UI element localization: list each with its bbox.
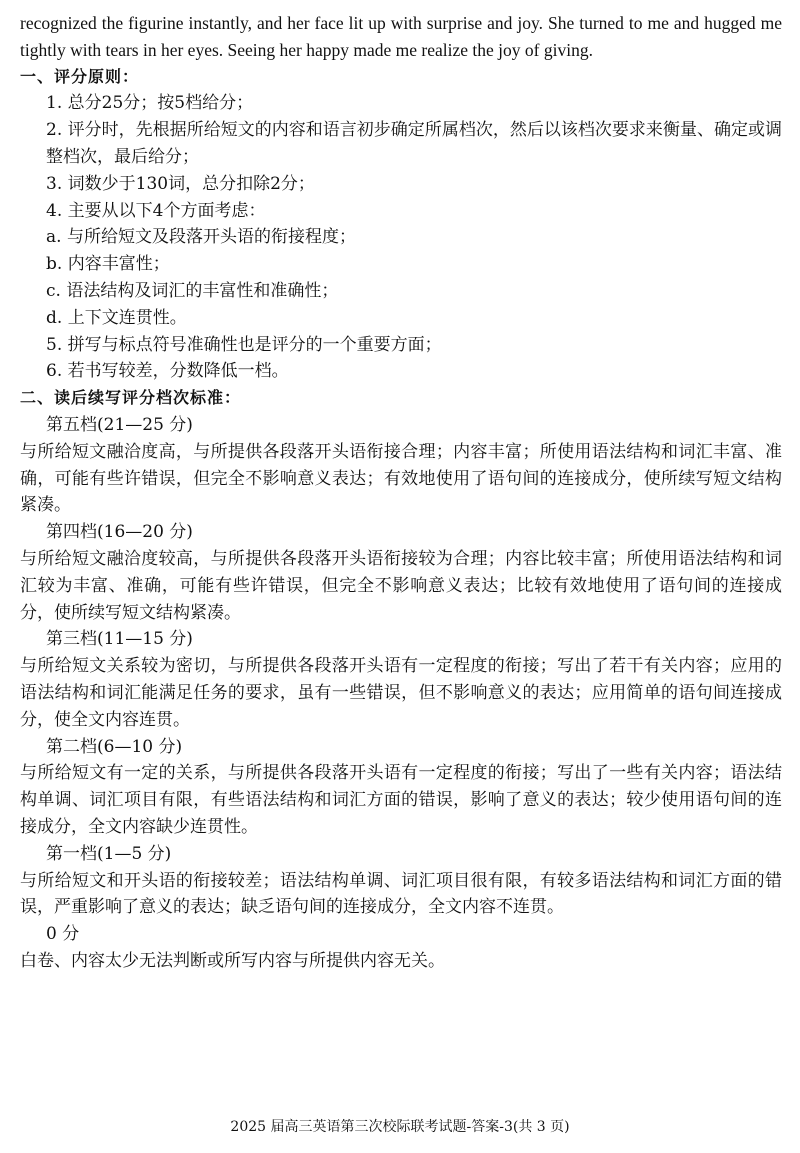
level-description: 与所给短文有一定的关系，与所提供各段落开头语有一定程度的衔接；写出了一些有关内容；语法结构单调、词汇项目有限，有些语法结构和词汇方面的错误，影响了意义的表达；较少使用语句间的连接成分，全文内容缺少连贯性。 bbox=[20, 763, 782, 837]
principle-item: 2. 评分时，先根据所给短文的内容和语言初步确定所属档次，然后以该档次要求来衡量、确定或调整档次，最后给分； bbox=[46, 120, 782, 167]
principle-item: 5. 拼写与标点符号准确性也是评分的一个重要方面； bbox=[46, 334, 442, 355]
level-description: 与所给短文和开头语的衔接较差；语法结构单调、词汇项目很有限，有较多语法结构和词汇方面的错误，严重影响了意义的表达；缺乏语句间的连接成分，全文内容不连贯。 bbox=[20, 870, 782, 918]
principle-item: d. 上下文连贯性。 bbox=[46, 307, 187, 328]
principle-item: 1. 总分25分；按5档给分； bbox=[46, 93, 254, 114]
principle-item: 3. 词数少于130词，总分扣除2分； bbox=[46, 173, 315, 194]
scoring-principles bbox=[20, 64, 782, 386]
principle-item: 6. 若书写较差，分数降低一档。 bbox=[46, 361, 289, 382]
level-title: 第二档(6—10 分) bbox=[46, 736, 183, 757]
page-footer: 2025 届高三英语第三次校际联考试题-答案-3(共 3 页) bbox=[230, 1119, 570, 1135]
section-heading: 二、读后续写评分档次标准： bbox=[20, 388, 242, 408]
section-heading: 一、评分原则： bbox=[20, 66, 140, 86]
grading-levels bbox=[20, 385, 782, 975]
level-title: 第一档(1—5 分) bbox=[46, 843, 172, 864]
level-description: 与所给短文融洽度较高，与所提供各段落开头语衔接较为合理；内容比较丰富；所使用语法结构和词汇较为丰富、准确，可能有些许错误，但完全不影响意义表达；比较有效地使用了语句间的连接成分，使所续写短文结构紧凑。 bbox=[20, 548, 782, 623]
level-title: 第五档(21—25 分) bbox=[46, 414, 193, 435]
level-title: 0 分 bbox=[46, 924, 80, 945]
level-description: 白卷、内容太少无法判断或所写内容与所提供内容无关。 bbox=[20, 950, 445, 971]
principle-item: a. 与所给短文及段落开头语的衔接程度； bbox=[46, 227, 356, 248]
principle-item: 4. 主要从以下4个方面考虑： bbox=[46, 200, 266, 221]
level-description: 与所给短文融洽度高，与所提供各段落开头语衔接合理；内容丰富；所使用语法结构和词汇丰富、准确，可能有些许错误，但完全不影响意义表达；有效地使用了语句间的连接成分，使所续写短文结构紧凑。 bbox=[20, 441, 782, 516]
level-description: 与所给短文关系较为密切，与所提供各段落开头语有一定程度的衔接；写出了若干有关内容；应用的语法结构和词汇能满足任务的要求，虽有一些错误，但不影响意义的表达；应用简单的语句间连接成分，使全文内容连贯。 bbox=[20, 656, 782, 730]
page-content bbox=[20, 10, 782, 975]
principle-item: c. 语法结构及词汇的丰富性和准确性； bbox=[46, 280, 339, 301]
essay-tail: recognized the figurine instantly, and her face lit up with surprise and joy. She turned to me and hugged me tightly with tears in her eyes. Seeing her happy made me realize the joy of giving. bbox=[20, 13, 782, 60]
level-title: 第四档(16—20 分) bbox=[46, 522, 193, 543]
level-title: 第三档(11—15 分) bbox=[46, 629, 193, 650]
principle-item: b. 内容丰富性； bbox=[46, 254, 170, 275]
